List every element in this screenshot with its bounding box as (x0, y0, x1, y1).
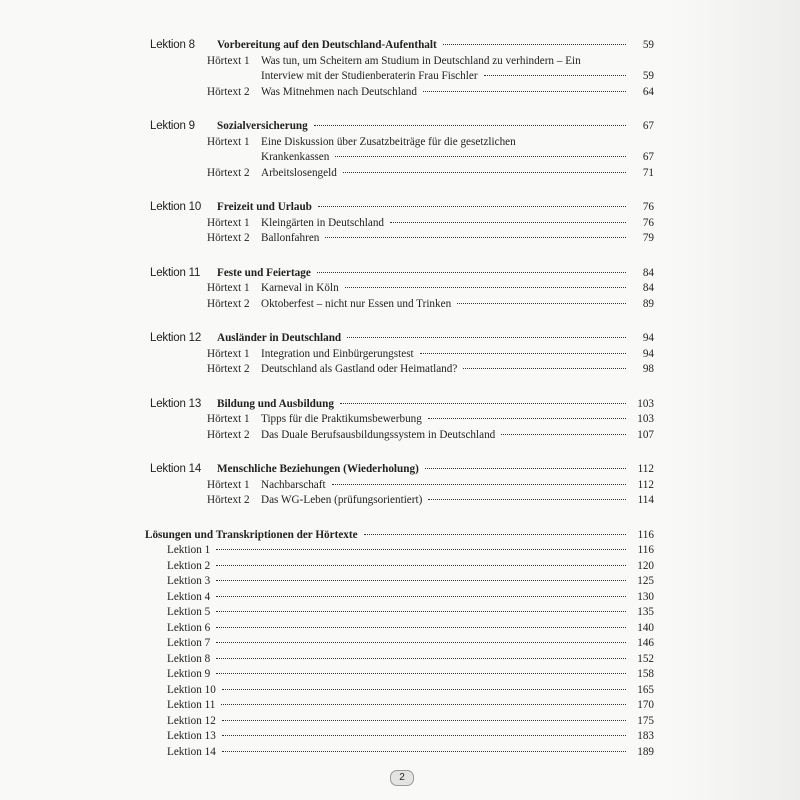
hoertext-title: Oktoberfest – nicht nur Essen und Trinken (261, 297, 452, 310)
dot-leader (216, 611, 626, 612)
hoertext-row (140, 478, 654, 494)
dot-leader (216, 596, 626, 597)
hoertext-page: 59 (642, 70, 654, 82)
lesson-number: Lektion 10 (150, 201, 202, 213)
lesson-heading-row (140, 200, 654, 216)
lesson-title: Bildung und Ausbildung (217, 397, 334, 410)
loesungen-item-label: Lektion 6 (167, 621, 211, 634)
hoertext-title: Deutschland als Gastland oder Heimatland? (261, 363, 458, 375)
dot-leader (222, 720, 626, 721)
dot-leader (318, 206, 626, 207)
loesungen-item (140, 559, 654, 575)
loesungen-item-page: 175 (637, 714, 654, 727)
lesson-block (140, 38, 654, 100)
dot-leader (340, 403, 626, 404)
hoertext-title: Karneval in Köln (261, 282, 339, 294)
hoertext-page: 84 (642, 282, 654, 294)
dot-leader (222, 751, 626, 752)
loesungen-item (140, 729, 654, 745)
hoertext-label: Hörtext 1 (207, 478, 250, 491)
loesungen-item-label: Lektion 8 (167, 652, 211, 665)
lesson-block (140, 397, 654, 444)
hoertext-title: Integration und Einbürgerungstest (261, 347, 414, 360)
lesson-number: Lektion 9 (150, 120, 195, 132)
hoertext-row (140, 412, 654, 428)
loesungen-page: 116 (637, 528, 654, 541)
hoertext-title: Was Mitnehmen nach Deutschland (261, 85, 417, 98)
hoertext-label: Hörtext 1 (207, 413, 250, 425)
dot-leader (216, 549, 626, 550)
hoertext-title: Nachbarschaft (261, 478, 326, 491)
loesungen-item-label: Lektion 11 (167, 699, 216, 711)
hoertext-label: Hörtext 1 (207, 216, 250, 229)
hoertext-label: Hörtext 2 (207, 232, 250, 244)
lesson-page: 59 (642, 39, 654, 51)
hoertext-row (140, 297, 654, 313)
hoertext-title: Krankenkassen (261, 151, 330, 163)
lesson-title: Freizeit und Urlaub (217, 201, 312, 213)
loesungen-item-label: Lektion 7 (167, 637, 211, 649)
lesson-page: 112 (637, 463, 654, 475)
dot-leader (457, 303, 626, 304)
loesungen-item (140, 605, 654, 621)
dot-leader (216, 627, 626, 628)
dot-leader (364, 534, 626, 535)
hoertext-row (140, 69, 654, 85)
hoertext-label: Hörtext 1 (207, 282, 250, 294)
hoertext-title: Eine Diskussion über Zusatzbeiträge für die gesetzlichen (261, 135, 516, 148)
table-of-contents (140, 38, 654, 760)
lesson-block (140, 266, 654, 313)
hoertext-page: 76 (642, 216, 654, 229)
hoertext-title: Das WG-Leben (prüfungsorientiert) (261, 494, 423, 506)
dot-leader (420, 353, 626, 354)
lesson-block (140, 331, 654, 378)
dot-leader (347, 337, 626, 338)
dot-leader (222, 689, 626, 690)
dot-leader (317, 272, 626, 273)
hoertext-title: Kleingärten in Deutschland (261, 216, 385, 229)
hoertext-row (140, 54, 654, 70)
page-number: 2 (390, 770, 414, 786)
dot-leader (501, 434, 626, 435)
hoertext-label: Hörtext 2 (207, 85, 250, 98)
hoertext-page: 103 (637, 413, 654, 425)
hoertext-title: Arbeitslosengeld (261, 166, 337, 179)
lesson-heading-row (140, 119, 654, 135)
hoertext-row (140, 85, 654, 101)
dot-leader (332, 484, 626, 485)
loesungen-item (140, 745, 654, 761)
lesson-list (140, 38, 654, 509)
lesson-page: 67 (642, 120, 654, 132)
dot-leader (428, 499, 626, 500)
loesungen-item-label: Lektion 12 (167, 714, 216, 727)
loesungen-item-page: 189 (637, 745, 654, 758)
dot-leader (216, 580, 626, 581)
hoertext-label: Hörtext 1 (207, 54, 250, 67)
loesungen-item-label: Lektion 14 (167, 745, 216, 758)
loesungen-item-label: Lektion 4 (167, 590, 211, 603)
hoertext-row (140, 362, 654, 378)
loesungen-item (140, 683, 654, 699)
hoertext-title: Interview mit der Studienberaterin Frau Fischler (261, 70, 478, 82)
lesson-page: 76 (642, 201, 654, 213)
loesungen-item-page: 140 (637, 621, 654, 634)
hoertext-page: 64 (642, 85, 654, 98)
dot-leader (216, 642, 626, 643)
loesungen-item (140, 714, 654, 730)
lesson-block (140, 462, 654, 509)
dot-leader (425, 468, 626, 469)
lesson-number: Lektion 12 (150, 332, 202, 344)
loesungen-item-label: Lektion 5 (167, 606, 211, 618)
loesungen-item-page: 125 (637, 575, 654, 587)
loesungen-item (140, 574, 654, 590)
hoertext-title: Das Duale Berufsausbildungssystem in Deutschland (261, 428, 496, 441)
dot-leader (345, 287, 626, 288)
dot-leader (423, 91, 626, 92)
loesungen-item (140, 590, 654, 606)
lesson-title: Feste und Feiertage (217, 266, 311, 279)
loesungen-heading-row (140, 528, 654, 544)
hoertext-row (140, 166, 654, 182)
lesson-title: Vorbereitung auf den Deutschland-Aufenthalt (217, 39, 437, 51)
loesungen-item-page: 146 (637, 637, 654, 649)
loesungen-item-page: 183 (637, 730, 654, 742)
loesungen-item (140, 621, 654, 637)
hoertext-page: 89 (642, 297, 654, 310)
loesungen-item-page: 116 (637, 544, 654, 556)
hoertext-page: 94 (642, 347, 654, 360)
hoertext-page: 67 (642, 151, 654, 163)
hoertext-title: Was tun, um Scheitern am Studium in Deutschland zu verhindern – Ein (261, 54, 581, 67)
hoertext-label: Hörtext 2 (207, 166, 250, 179)
dot-leader (343, 172, 626, 173)
loesungen-item-page: 135 (637, 606, 654, 618)
dot-leader (325, 237, 626, 238)
dot-leader (428, 418, 626, 419)
loesungen-item (140, 636, 654, 652)
dot-leader (216, 673, 626, 674)
page-gutter-shadow (670, 0, 800, 800)
loesungen-item (140, 667, 654, 683)
hoertext-label: Hörtext 2 (207, 428, 250, 441)
lesson-number: Lektion 11 (150, 266, 201, 279)
hoertext-page: 79 (642, 232, 654, 244)
loesungen-item-label: Lektion 10 (167, 683, 216, 696)
lesson-page: 103 (637, 397, 654, 410)
lesson-number: Lektion 8 (150, 39, 195, 51)
loesungen-item-page: 130 (637, 590, 654, 603)
loesungen-item-label: Lektion 1 (167, 544, 211, 556)
hoertext-label: Hörtext 1 (207, 347, 250, 360)
lesson-title: Ausländer in Deutschland (217, 332, 342, 344)
loesungen-item-page: 170 (637, 699, 654, 711)
loesungen-item-label: Lektion 9 (167, 668, 211, 680)
hoertext-row (140, 493, 654, 509)
loesungen-item-label: Lektion 13 (167, 730, 216, 742)
hoertext-page: 112 (637, 478, 654, 491)
lesson-heading-row (140, 38, 654, 54)
hoertext-page: 114 (637, 494, 654, 506)
loesungen-item (140, 652, 654, 668)
hoertext-row (140, 281, 654, 297)
hoertext-row (140, 347, 654, 363)
loesungen-title: Lösungen und Transkriptionen der Hörtexte (145, 528, 358, 541)
dot-leader (222, 735, 626, 736)
lesson-title: Sozialversicherung (217, 120, 308, 132)
hoertext-title: Ballonfahren (261, 232, 320, 244)
dot-leader (335, 156, 626, 157)
lesson-block (140, 119, 654, 181)
loesungen-section (140, 528, 654, 761)
hoertext-label: Hörtext 1 (207, 135, 250, 148)
lesson-number: Lektion 14 (150, 463, 202, 475)
lesson-page: 94 (642, 332, 654, 344)
dot-leader (443, 44, 626, 45)
lesson-title: Menschliche Beziehungen (Wiederholung) (217, 463, 419, 475)
loesungen-item-label: Lektion 3 (167, 575, 211, 587)
lesson-heading-row (140, 462, 654, 478)
dot-leader (314, 125, 626, 126)
hoertext-label: Hörtext 2 (207, 363, 250, 375)
loesungen-item-page: 152 (637, 652, 654, 665)
dot-leader (221, 704, 626, 705)
loesungen-item (140, 698, 654, 714)
loesungen-item-page: 165 (637, 683, 654, 696)
hoertext-row (140, 428, 654, 444)
loesungen-item-page: 120 (637, 559, 654, 572)
lesson-heading-row (140, 266, 654, 282)
lesson-page: 84 (642, 266, 654, 279)
lesson-heading-row (140, 397, 654, 413)
hoertext-row (140, 216, 654, 232)
loesungen-item (140, 543, 654, 559)
loesungen-item-label: Lektion 2 (167, 559, 211, 572)
dot-leader (463, 368, 626, 369)
loesungen-item-page: 158 (637, 668, 654, 680)
hoertext-row (140, 150, 654, 166)
hoertext-page: 98 (642, 363, 654, 375)
hoertext-label: Hörtext 2 (207, 297, 250, 310)
dot-leader (216, 658, 626, 659)
lesson-heading-row (140, 331, 654, 347)
hoertext-page: 71 (642, 166, 654, 179)
hoertext-title: Tipps für die Praktikumsbewerbung (261, 413, 422, 425)
hoertext-page: 107 (637, 428, 654, 441)
hoertext-row (140, 135, 654, 151)
hoertext-row (140, 231, 654, 247)
loesungen-list (140, 543, 654, 760)
hoertext-label: Hörtext 2 (207, 494, 250, 506)
dot-leader (216, 565, 626, 566)
lesson-number: Lektion 13 (150, 397, 202, 410)
lesson-block (140, 200, 654, 247)
dot-leader (390, 222, 626, 223)
dot-leader (484, 75, 626, 76)
